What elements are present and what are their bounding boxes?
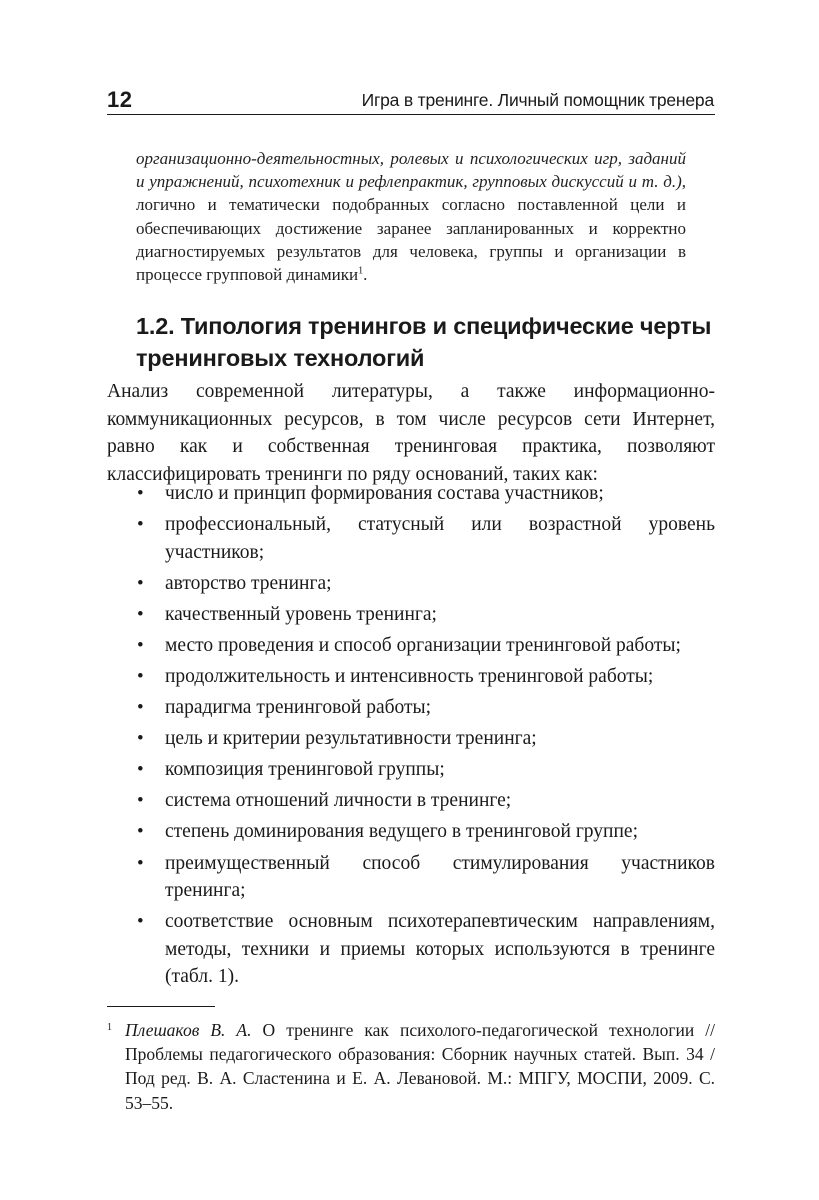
footnote [107, 1018, 715, 1115]
book-title: Игра в тренинге. Личный помощник тренера [361, 90, 714, 110]
list-item-text: число и принцип формирования состава участников; [165, 483, 604, 504]
bullet-icon: • [137, 572, 144, 594]
footnote-reference[interactable]: 1 [358, 265, 364, 277]
list-item-text: соответствие основным психотерапевтическим направлениям, методы, техники и приемы которых используются в тренинге (табл. 1). [165, 911, 715, 988]
plain-text: , логично и тематически подобранных согласно поставленной цели и обеспечивающих достижение заранее запланированных и корректно диагностируемых результатов для человека, группы и организации в процессе групповой динамики [136, 172, 686, 285]
intro-paragraph: Анализ современной литературы, а также информационно-коммуникационных ресурсов, в том числе ресурсов сети Интернет, равно как и собственная тренинговая практика, позволяют классифицировать тренинги по ряду оснований, таких как: [107, 381, 715, 485]
list-item [107, 908, 715, 991]
list-item-text: степень доминирования ведущего в тренинговой группе; [165, 821, 638, 843]
list-item [107, 480, 715, 508]
running-header [107, 84, 715, 115]
list-item [107, 787, 715, 815]
footnote-divider [107, 1006, 215, 1007]
bullet-icon: • [137, 603, 144, 625]
bullet-icon: • [137, 852, 144, 874]
bullet-icon: • [137, 483, 144, 504]
list-item [107, 570, 715, 598]
list-item-text: преимущественный способ стимулирования участников тренинга; [165, 852, 715, 902]
list-item-text: цель и критерии результативности тренинга; [165, 728, 537, 750]
list-item-text: качественный уровень тренинга; [165, 603, 437, 625]
continuation-paragraph [136, 147, 686, 286]
bullet-icon: • [137, 790, 144, 812]
page-number: 12 [107, 87, 133, 112]
footnote-author: Плешаков В. А. [125, 1020, 252, 1040]
bullet-icon: • [137, 514, 144, 536]
section-heading: 1.2. Типология тренингов и специфические черты тренинговых технологий [136, 313, 712, 371]
list-item [107, 511, 715, 566]
italic-text: организационно-деятельностных, ролевых и психологических игр, заданий и упражнений, психотехник и рефлепрактик, групповых дискуссий и т. д.) [136, 149, 686, 192]
list-item [107, 850, 715, 905]
list-item-text: система отношений личности в тренинге; [165, 790, 512, 812]
footnote-number: 1 [107, 1022, 112, 1033]
list-item-text: профессиональный, статусный или возрастной уровень участников; [165, 514, 715, 563]
bullet-icon: • [137, 759, 144, 781]
footnote-text [125, 1018, 715, 1115]
classification-list [107, 480, 715, 994]
footnote-citation: О тренинге как психолого-педагогической технологии // Проблемы педагогического образования: Сборник научных статей. Вып. 34 / Под ред. В. А. Сластенина и Е. А. Левановой. М.: МПГУ, МОСПИ, 2009. С. 53–55. [125, 1020, 715, 1113]
bullet-icon: • [137, 634, 144, 656]
bullet-icon: • [137, 821, 144, 843]
list-item-text: продолжительность и интенсивность тренинговой работы; [165, 665, 654, 687]
bullet-icon: • [137, 665, 144, 687]
list-item-text: авторство тренинга; [165, 572, 332, 594]
list-item [107, 756, 715, 784]
list-item-text: место проведения и способ организации тренинговой работы; [165, 634, 681, 656]
list-item [107, 694, 715, 722]
list-item [107, 818, 715, 846]
sentence-end: . [363, 265, 368, 285]
list-item [107, 632, 715, 660]
bullet-icon: • [137, 911, 144, 933]
bullet-icon: • [137, 697, 144, 719]
list-item [107, 663, 715, 691]
list-item [107, 725, 715, 753]
list-item-text: парадигма тренинговой работы; [165, 697, 432, 719]
bullet-icon: • [137, 728, 144, 750]
list-item [107, 601, 715, 629]
list-item-text: композиция тренинговой группы; [165, 759, 445, 781]
